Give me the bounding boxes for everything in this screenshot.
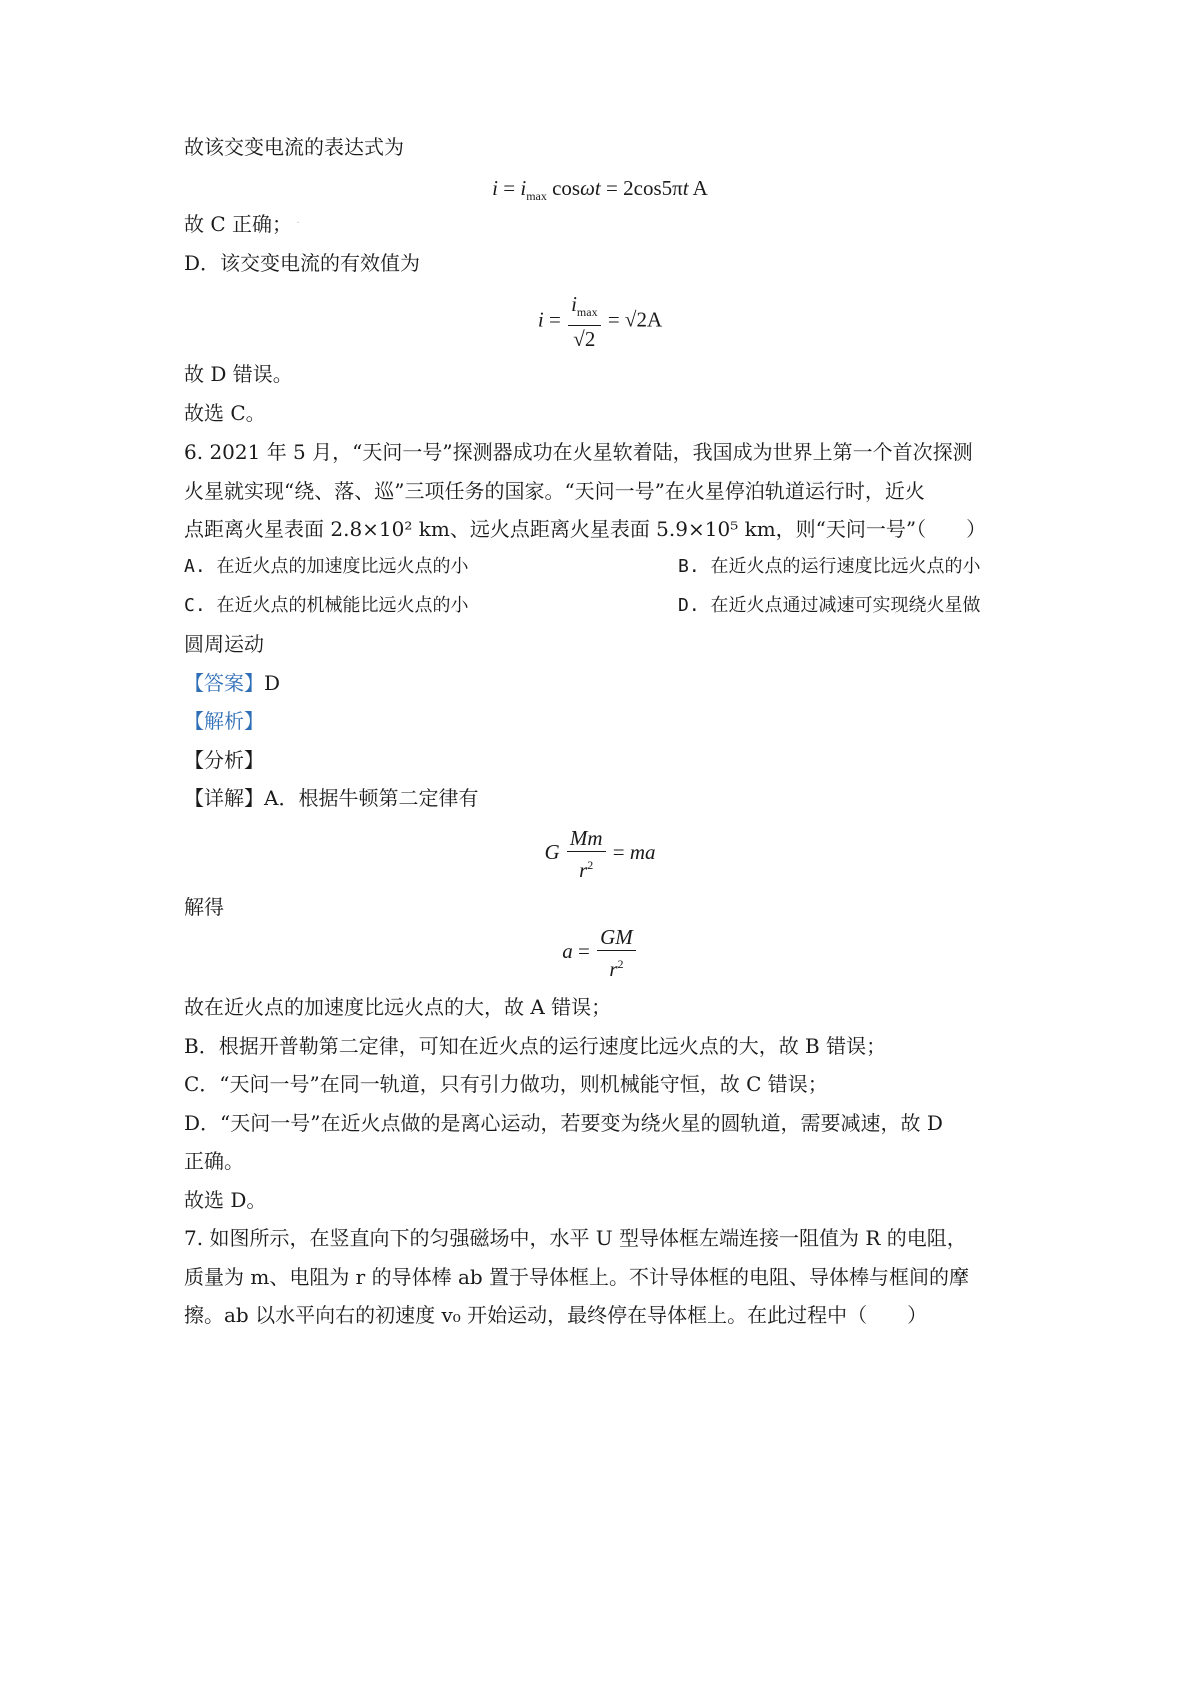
formula-current-expression: $i = i_{max}$ cosωt = 2cos5πt A — [492, 176, 708, 204]
text: 解得 — [184, 895, 224, 919]
text: D. 在近火点通过减速可实现绕火星做 — [678, 595, 981, 616]
text-line — [184, 1070, 828, 1098]
text: 点距离火星表面 2.8×10² km、远火点距离火星表面 5.9×10⁵ km，则“天问一号”（ ） — [184, 517, 987, 541]
text: 故 D 错误。 — [184, 362, 293, 386]
text: 故选 C。 — [184, 401, 266, 425]
detail-line — [184, 784, 478, 812]
question-7-line — [184, 1301, 927, 1329]
text: 7. 如图所示，在竖直向下的匀强磁场中，水平 U 型导体框左端连接一阻值为 R 的电阻， — [184, 1226, 967, 1250]
text-line — [184, 993, 611, 1021]
text-line — [184, 133, 404, 161]
text-line — [184, 360, 293, 388]
answer-tag: 【答案】 — [184, 671, 264, 695]
option-c — [184, 592, 469, 620]
option-a — [184, 553, 469, 581]
formula-newton-gravity: G $\frac{Mm}{r^2}$ = ma — [544, 826, 656, 882]
text-line — [184, 1147, 244, 1175]
text: 6. 2021 年 5 月，“天问一号”探测器成功在火星软着陆，我国成为世界上第一个首次探测 — [184, 440, 973, 464]
text: D．“天问一号”在近火点做的是离心运动，若要变为绕火星的圆轨道，需要减速，故 D — [184, 1111, 943, 1135]
text: 【分析】 — [184, 748, 264, 772]
text: 擦。ab 以水平向右的初速度 v₀ 开始运动，最终停在导体框上。在此过程中（ ） — [184, 1303, 928, 1327]
analysis-tag-line — [184, 707, 264, 735]
text: D．该交变电流的有效值为 — [184, 251, 421, 275]
text: 故该交变电流的表达式为 — [184, 135, 404, 159]
text: 故 C 正确； — [184, 212, 293, 236]
question-7-line — [184, 1224, 967, 1252]
text: A. 在近火点的加速度比远火点的小 — [184, 556, 469, 577]
text: 【详解】A．根据牛顿第二定律有 — [184, 786, 479, 810]
formula-acceleration: a = $\frac{GM}{r^2}$ — [0, 925, 1200, 981]
text-line — [184, 399, 266, 427]
fenxi-line — [184, 746, 264, 774]
text: 故选 D。 — [184, 1188, 267, 1212]
answer-line — [184, 669, 280, 697]
text: B. 在近火点的运行速度比远火点的小 — [678, 556, 981, 577]
text: 质量为 m、电阻为 r 的导体棒 ab 置于导体框上。不计导体框的电阻、导体棒与框间的摩 — [184, 1265, 970, 1289]
text: 圆周运动 — [184, 632, 264, 656]
option-d-continued — [184, 630, 264, 658]
formula-effective-value: i = $\frac{i_{max}}{√2}$ = √2A — [537, 292, 663, 352]
text-line — [184, 1032, 886, 1060]
text: 火星就实现“绕、落、巡”三项任务的国家。“天问一号”在火星停泊轨道运行时，近火 — [184, 479, 925, 503]
text: 正确。 — [184, 1149, 244, 1173]
text-line — [184, 893, 224, 921]
option-b — [678, 553, 981, 581]
question-6-line — [184, 438, 973, 466]
text: C．“天问一号”在同一轨道，只有引力做功，则机械能守恒，故 C 错误； — [184, 1072, 828, 1096]
option-d — [678, 592, 981, 620]
text-line — [184, 249, 420, 277]
answer-value: D — [264, 671, 281, 695]
text-line — [184, 1186, 266, 1214]
paragraph-mark-icon: ˙ — [295, 220, 302, 234]
text: C. 在近火点的机械能比远火点的小 — [184, 595, 469, 616]
text-line — [184, 1109, 943, 1137]
question-6-line — [184, 515, 986, 543]
text: 故在近火点的加速度比远火点的大，故 A 错误； — [184, 995, 612, 1019]
text-line — [184, 210, 301, 241]
question-6-line — [184, 477, 925, 505]
question-7-line — [184, 1263, 969, 1291]
analysis-tag: 【解析】 — [184, 709, 264, 733]
text: B．根据开普勒第二定律，可知在近火点的运行速度比远火点的大，故 B 错误； — [184, 1034, 887, 1058]
